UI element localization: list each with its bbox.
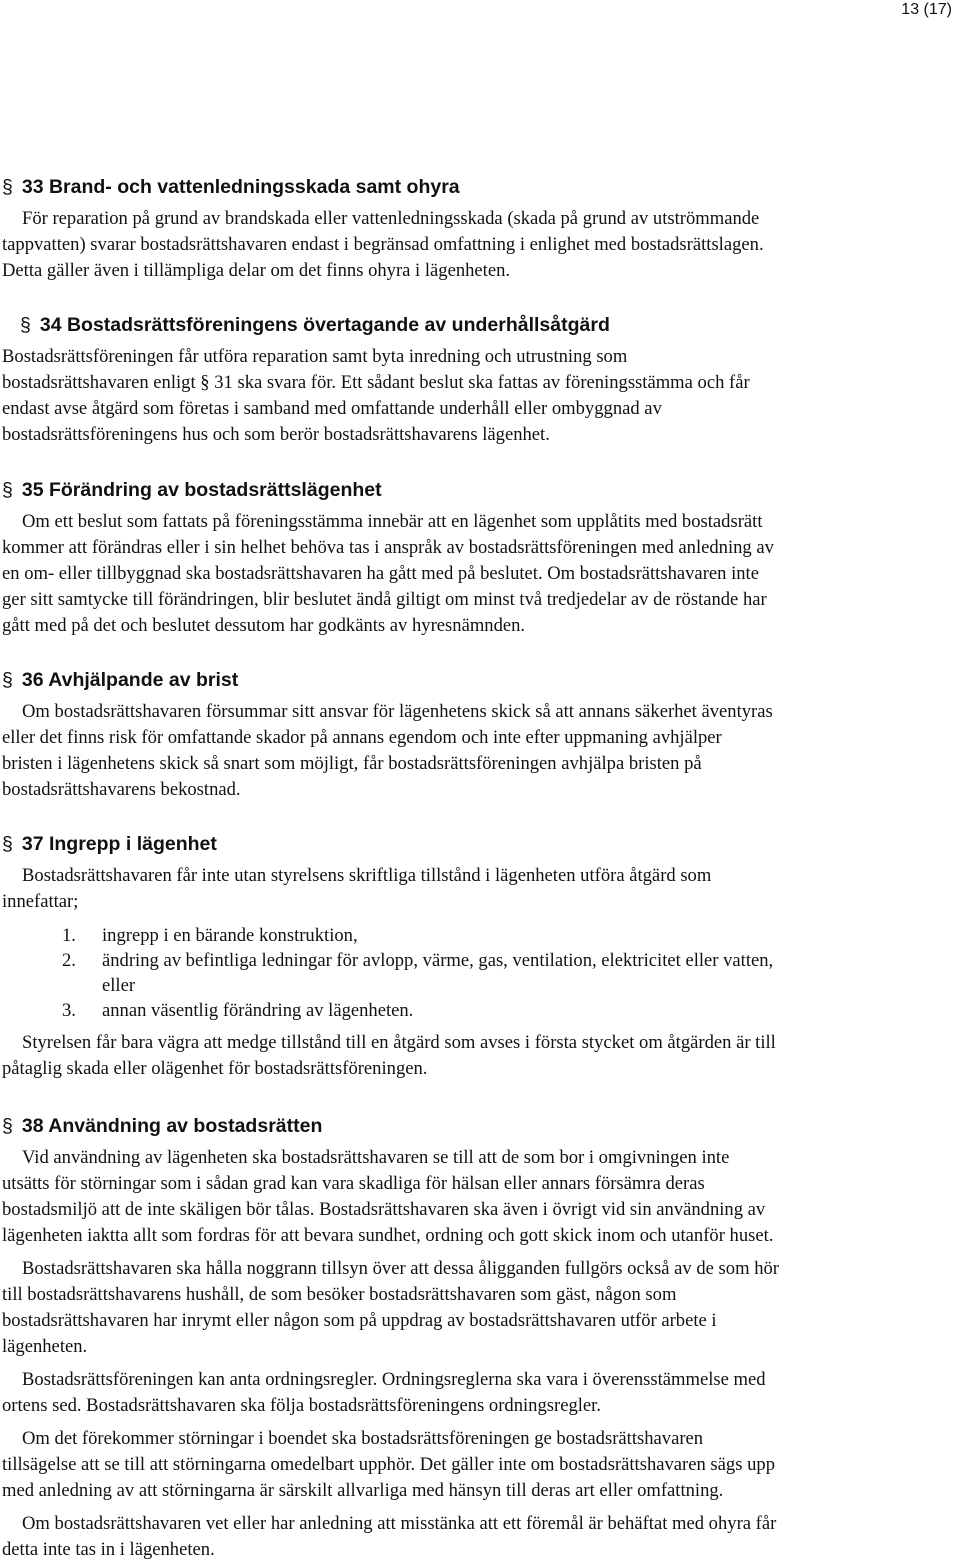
list-item-text: eller bbox=[102, 975, 136, 996]
body-line: Bostadsrättsföreningen kan anta ordningsregler. Ordningsreglerna ska vara i överensstämmelse med bbox=[22, 1369, 766, 1390]
list-item-text: ingrepp i en bärande konstruktion, bbox=[102, 925, 358, 946]
body-line: Om bostadsrättshavaren vet eller har anledning att misstänka att ett föremål är behäftat med ohyra får bbox=[22, 1513, 777, 1534]
body-line: till bostadsrättshavarens hushåll, de som besöker bostadsrättshavaren som gäst, någon som bbox=[2, 1284, 677, 1305]
section-mark: § bbox=[2, 479, 13, 501]
section-37 bbox=[2, 831, 944, 1082]
body-line: tillsägelse att se till att störningarna omedelbart upphör. Det gäller inte om bostadsrättshavaren sägs upp bbox=[2, 1454, 775, 1475]
section-heading-text: 36 Avhjälpande av brist bbox=[21, 669, 239, 691]
list-item bbox=[2, 923, 944, 948]
list-item-number: 2. bbox=[62, 950, 76, 971]
body-line: bostadsrättsföreningens hus och som berör bostadsrättshavarens lägenhet. bbox=[2, 424, 550, 445]
section-mark: § bbox=[2, 669, 13, 691]
section-33 bbox=[2, 174, 944, 284]
body-line: bostadsrättshavaren har inrymt eller någon som på uppdrag av bostadsrättshavaren utför arbete i bbox=[2, 1310, 717, 1331]
paragraph bbox=[2, 1511, 944, 1563]
body-line: ortens sed. Bostadsrättshavaren ska följa bostadsrättsföreningens ordningsregler. bbox=[2, 1395, 601, 1416]
paragraph bbox=[2, 1367, 944, 1419]
body-line: med anledning av att störningarna är särskilt allvarliga med hänsyn till deras art eller omfattning. bbox=[2, 1480, 724, 1501]
body-line: bristen i lägenhetens skick så snart som möjligt, får bostadsrättsföreningen avhjälpa bristen på bbox=[2, 753, 702, 774]
section-heading-text: 33 Brand- och vattenledningsskada samt ohyra bbox=[21, 176, 460, 198]
body-line: endast avse åtgärd som företas i samband med omfattande underhåll eller ombyggnad av bbox=[2, 398, 662, 419]
section-mark: § bbox=[2, 1115, 13, 1137]
list-item-number: 3. bbox=[62, 1000, 76, 1021]
body-line: Detta gäller även i tillämpliga delar om det finns ohyra i lägenheten. bbox=[2, 260, 511, 281]
section-mark: § bbox=[2, 833, 13, 855]
numbered-list bbox=[2, 923, 944, 1023]
section-heading bbox=[2, 174, 944, 200]
body-line: bostadsrättshavaren enligt § 31 ska svara för. Ett sådant beslut ska fattas av föreningsstämma och får bbox=[2, 372, 750, 393]
section-36 bbox=[2, 667, 944, 803]
list-item-text: ändring av befintliga ledningar för avlopp, värme, gas, ventilation, elektricitet eller vatten, bbox=[102, 950, 774, 971]
body-line: lägenheten iaktta allt som fordras för att bevara sundhet, ordning och gott skick inom och utanför huset. bbox=[2, 1225, 774, 1246]
paragraph bbox=[2, 1145, 944, 1249]
body-line: innefattar; bbox=[2, 891, 79, 912]
section-heading bbox=[2, 477, 944, 503]
section-mark: § bbox=[2, 176, 13, 198]
body-line: lägenheten. bbox=[2, 1336, 88, 1357]
section-heading bbox=[2, 312, 944, 338]
list-item bbox=[2, 998, 944, 1023]
section-heading bbox=[2, 831, 944, 857]
section-mark: § bbox=[20, 314, 31, 336]
body-line: eller det finns risk för omfattande skador på annans egendom och inte efter uppmaning avhjälper bbox=[2, 727, 722, 748]
paragraph bbox=[2, 1426, 944, 1504]
body-line: För reparation på grund av brandskada eller vattenledningsskada (skada på grund av utströmmande bbox=[22, 208, 760, 229]
body-line: Om ett beslut som fattats på föreningsstämma innebär att en lägenhet som upplåtits med bostadsrätt bbox=[22, 511, 763, 532]
body-line: Om bostadsrättshavaren försummar sitt ansvar för lägenhetens skick så att annans säkerhet äventyras bbox=[22, 701, 773, 722]
body-line: kommer att förändras eller i sin helhet behöva tas i anspråk av bostadsrättsföreningen med anledning av bbox=[2, 537, 774, 558]
body-line: bostadsmiljö att de inte skäligen bör tålas. Bostadsrättshavaren ska även i övrigt vid sin användning av bbox=[2, 1199, 766, 1220]
body-line: ger sitt samtycke till förändringen, blir beslutet ändå giltigt om minst två tredjedelar av de röstande har bbox=[2, 589, 767, 610]
body-line: bostadsrättshavarens bekostnad. bbox=[2, 779, 241, 800]
section-heading-text: 37 Ingrepp i lägenhet bbox=[21, 833, 217, 855]
list-item bbox=[2, 948, 944, 973]
page-number: 13 (17) bbox=[901, 1, 952, 18]
section-heading-text: 35 Förändring av bostadsrättslägenhet bbox=[21, 479, 382, 501]
section-heading-text: 34 Bostadsrättsföreningens övertagande av underhållsåtgärd bbox=[39, 314, 610, 336]
paragraph bbox=[2, 1256, 944, 1360]
list-item-number: 1. bbox=[62, 925, 76, 946]
body-line: Bostadsrättsföreningen får utföra reparation samt byta inredning och utrustning som bbox=[2, 346, 628, 367]
section-heading-text: 38 Användning av bostadsrätten bbox=[21, 1115, 323, 1137]
section-heading bbox=[2, 1113, 944, 1139]
body-line: Vid användning av lägenheten ska bostadsrättshavaren se till att de som bor i omgivningen inte bbox=[22, 1147, 730, 1168]
section-heading bbox=[2, 667, 944, 693]
body-line: påtaglig skada eller olägenhet för bostadsrättsföreningen. bbox=[2, 1058, 428, 1079]
body-line: gått med på det och beslutet dessutom har godkänts av hyresnämnden. bbox=[2, 615, 526, 636]
body-line: utsätts för störningar som i sådan grad kan vara skadliga för hälsan eller annars försämra deras bbox=[2, 1173, 705, 1194]
body-line: Bostadsrättshavaren ska hålla noggrann tillsyn över att dessa åligganden fullgörs också av de som hör bbox=[22, 1258, 779, 1279]
body-line: detta inte tas in i lägenheten. bbox=[2, 1539, 215, 1560]
section-34 bbox=[2, 312, 944, 448]
list-item-text: annan väsentlig förändring av lägenheten. bbox=[102, 1000, 414, 1021]
body-line: en om- eller tillbyggnad ska bostadsrättshavaren ha gått med på beslutet. Om bostadsrättshavaren inte bbox=[2, 563, 759, 584]
section-35 bbox=[2, 477, 944, 639]
list-item-continuation bbox=[2, 973, 944, 998]
body-line: Bostadsrättshavaren får inte utan styrelsens skriftliga tillstånd i lägenheten utföra åtgärd som bbox=[22, 865, 712, 886]
body-line: Om det förekommer störningar i boendet ska bostadsrättsföreningen ge bostadsrättshavaren bbox=[22, 1428, 704, 1449]
body-line: Styrelsen får bara vägra att medge tillstånd till en åtgärd som avses i första stycket om åtgärden är till bbox=[22, 1032, 776, 1053]
body-line: tappvatten) svarar bostadsrättshavaren endast i begränsad omfattning i enlighet med bostadsrättslagen. bbox=[2, 234, 764, 255]
section-38 bbox=[2, 1113, 944, 1563]
